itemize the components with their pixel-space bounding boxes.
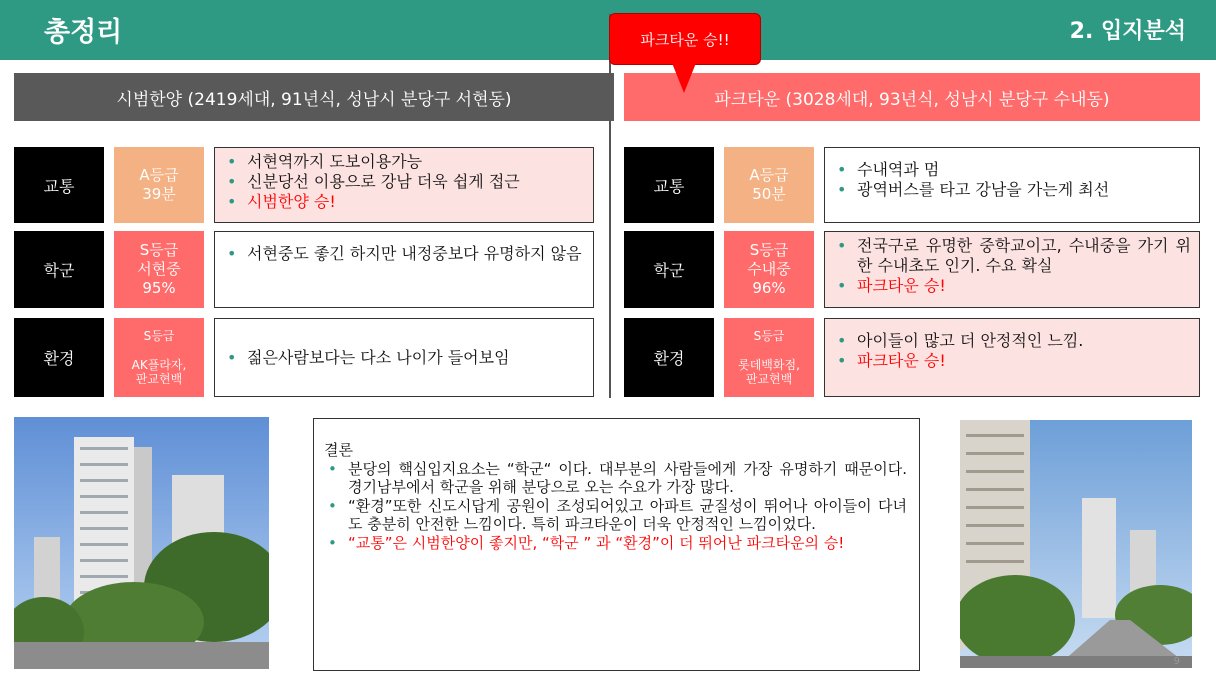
right-category-school: 학군 [624,231,714,308]
list-item: • 젊은사람보다는 다소 나이가 들어보임 [225,348,510,368]
list-item: • 서현중도 좋긴 하지만 내정중보다 유명하지 않음 [225,244,585,264]
grade-level: S등급 [139,241,179,259]
left-complex-banner: 시범한양 (2419세대, 91년식, 성남시 분당구 서현동) [14,73,614,121]
photo-left-apartment [14,417,269,669]
conclusion-title: 결론 [324,441,353,459]
list-item: • 아이들이 많고 더 안정적인 느낌. [835,331,1191,351]
right-desc-school [824,231,1200,308]
grade-detail: 39분 [142,185,176,203]
right-complex-banner: 파크타운 (3028세대, 93년식, 성남시 분당구 수내동) [624,73,1200,121]
apartment-photo-right [960,420,1192,668]
grade-level: A등급 [139,166,179,184]
left-category-environment: 환경 [14,318,104,397]
grade-detail: 수내중 [747,260,791,278]
list-item: • 광역버스를 타고 강남을 가는게 최선 [835,180,1191,200]
left-desc-environment [214,318,594,397]
left-desc-school [214,231,594,308]
grade-level: S등급 [143,329,175,344]
list-item: • 서현역까지 도보이용가능 [225,152,585,172]
grade-detail: 95% [142,279,176,297]
right-desc-environment [824,318,1200,397]
left-category-school: 학군 [14,231,104,308]
grade-level: A등급 [749,166,789,184]
apartment-photo-left [14,417,269,669]
right-category-traffic: 교통 [624,147,714,223]
center-divider [609,14,611,398]
list-item: • 신분당선 이용으로 강남 더욱 쉽게 접근 [225,172,585,192]
page-title: 총정리 [44,17,123,48]
page-number: 9 [1173,656,1180,667]
left-grade-school [114,231,204,308]
conclusion-item: • “환경”또한 신도시답게 공원이 조성되어있고 아파트 균질성이 뛰어나 아이들이 다녀도 충분히 안전한 느낌이다. 특히 파크타운이 더욱 안정적인 느낌이었다. [324,497,907,534]
conclusion-item: • 분당의 핵심입지요소는 “학군“ 이다. 대부분의 사람들에게 가장 유명하기 때문이다. 경기남부에서 학군을 위해 분당으로 오는 수요가 가장 많다. [324,460,907,497]
grade-level: S등급 [749,241,789,259]
list-item: • 전국구로 유명한 중학교이고, 수내중을 가기 위한 수내초도 인기. 수요 확실 [835,236,1191,276]
right-desc-traffic [824,147,1200,223]
win-item: • 파크타운 승! [835,351,1191,371]
right-grade-environment [724,318,814,397]
left-grade-traffic [114,147,204,223]
left-category-traffic: 교통 [14,147,104,223]
list-item: • 수내역과 멈 [835,160,1191,180]
conclusion-box [313,418,920,671]
header-bar [0,0,1216,60]
grade-detail: 서현중 [137,260,181,278]
left-grade-environment [114,318,204,397]
grade-level: S등급 [753,329,785,344]
right-category-environment: 환경 [624,318,714,397]
conclusion-win-item: • “교통”은 시범한양이 좋지만, “학군 ” 과 “환경”이 더 뛰어난 파크타운의 승! [324,534,907,553]
grade-detail: 50분 [752,185,786,203]
grade-detail: 롯데백화점, 판교현백 [738,357,800,386]
grade-detail: 96% [752,279,786,297]
right-grade-school [724,231,814,308]
photo-right-apartment [960,420,1192,668]
grade-detail: AK플라자, 판교현백 [131,357,187,386]
right-grade-traffic [724,147,814,223]
win-item: • 시범한양 승! [225,192,585,212]
section-label: 2. 입지분석 [1069,19,1186,44]
left-desc-traffic [214,147,594,223]
callout-tail [672,63,696,93]
win-item: • 파크타운 승! [835,276,1191,296]
winner-callout: 파크타운 승!! [609,13,761,65]
